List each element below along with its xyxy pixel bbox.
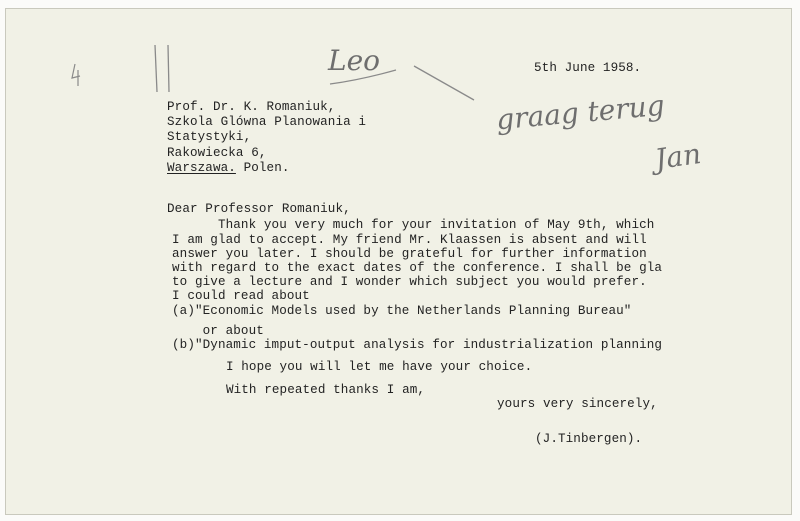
- recipient-line-4: Rakowiecka 6,: [167, 146, 267, 160]
- margin-mark-icon: [72, 64, 80, 86]
- or-about: or about: [172, 324, 264, 338]
- recipient-line-1: Prof. Dr. K. Romaniuk,: [167, 100, 336, 114]
- recipient-country: Polen.: [235, 161, 290, 175]
- margin-line-left: [155, 45, 157, 92]
- salutation: Dear Professor Romaniuk,: [167, 202, 351, 216]
- closing: yours very sincerely,: [497, 397, 658, 411]
- handwritten-note-jan: Jan: [652, 136, 704, 177]
- handwritten-note-graag-terug: graag terug: [494, 88, 666, 137]
- body-line-2: I am glad to accept. My friend Mr. Klaassen is absent and will: [172, 233, 647, 247]
- signature: (J.Tinbergen).: [535, 432, 643, 446]
- margin-line-right: [168, 45, 169, 92]
- body-line-3: answer you later. I should be grateful for further information: [172, 247, 647, 261]
- thanks-line: With repeated thanks I am,: [180, 383, 426, 397]
- body-line-6: I could read about: [172, 289, 310, 303]
- body-line-4: with regard to the exact dates of the conference. I shall be gla: [172, 261, 663, 275]
- option-b: (b)"Dynamic imput-output analysis for industrialization planning: [172, 338, 663, 352]
- letter-date: 5th June 1958.: [534, 61, 642, 75]
- recipient-line-2: Szkola Glówna Planowania i: [167, 115, 367, 129]
- body-line-1: Thank you very much for your invitation of May 9th, which: [172, 218, 655, 232]
- handwritten-note-leo: Leo: [328, 44, 381, 77]
- body-line-5: to give a lecture and I wonder which subject you would prefer.: [172, 275, 647, 289]
- option-a: (a)"Economic Models used by the Netherlands Planning Bureau": [172, 304, 632, 318]
- recipient-city: Warszawa.: [167, 161, 236, 175]
- arrow-line: [414, 66, 474, 100]
- recipient-line-3: Statystyki,: [167, 130, 252, 144]
- recipient-city-line: [167, 161, 290, 175]
- hope-line: I hope you will let me have your choice.: [180, 360, 533, 374]
